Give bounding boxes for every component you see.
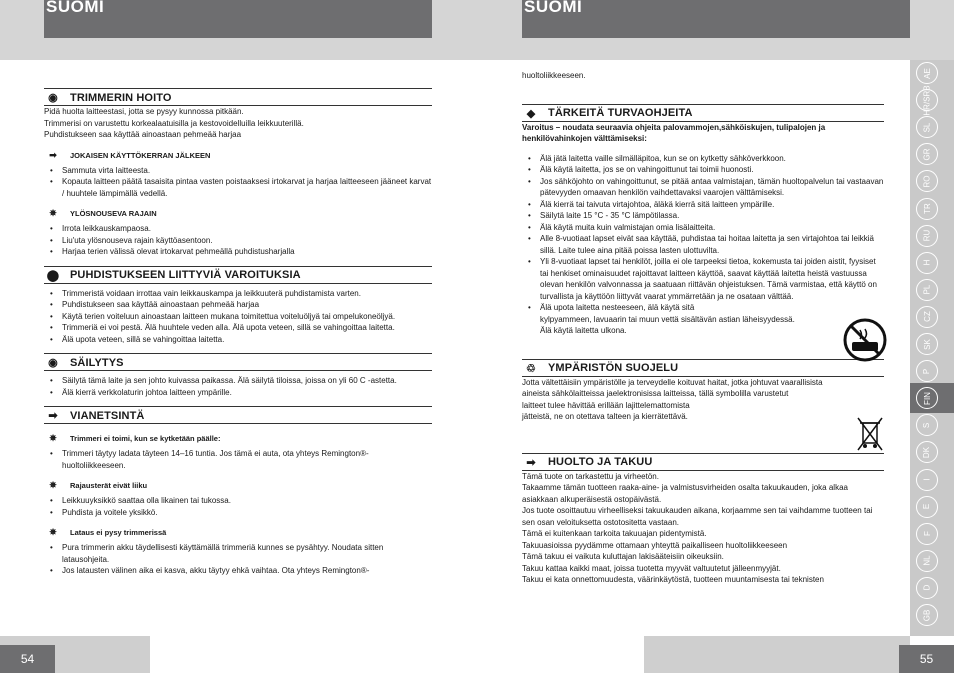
language-tab-ae[interactable] [916, 62, 938, 84]
subsection-title [44, 527, 432, 538]
list-item: • Leikkuuyksikkö saattaa olla likainen tai tukossa. [62, 495, 432, 507]
language-tab-pl[interactable] [916, 279, 938, 301]
continuation-text: huoltoliikkeeseen. [522, 71, 586, 80]
subsection-title [44, 208, 432, 219]
environment-text: laitteet tulee hävittää erillään lajittelemattomista [522, 400, 690, 410]
section-title-text: TÄRKEITÄ TURVAOHJEITA [548, 107, 693, 119]
intro-text: Trimmerisi on varustettu korkealaatuisilla ja kestovoidelluilla leikkuuterillä. [44, 118, 304, 128]
section-title-text: SÄILYTYS [70, 356, 124, 369]
language-code: AE [922, 67, 932, 79]
subsection-title [44, 150, 432, 161]
language-code: HR/SRB [922, 84, 932, 116]
left-header-title: SUOMI [46, 0, 105, 16]
subsection-title-text: Lataus ei pysy trimmerissä [70, 528, 167, 537]
arrow-right-icon: ➡ [526, 456, 536, 469]
arrow-right-icon: ➡ [48, 410, 58, 422]
subsection-title-text: JOKAISEN KÄYTTÖKERRAN JÄLKEEN [70, 150, 211, 160]
right-header [522, 0, 910, 38]
language-tab-sk[interactable] [916, 333, 938, 355]
list-item: • Säilytä laite 15 °C - 35 °C lämpötilassa. [540, 210, 884, 222]
sun-icon: ✵ [49, 527, 57, 537]
list-item: • Trimmeristä voidaan irrottaa vain leikkauskampa ja leikkuuterä puhdistamista varten. [62, 288, 432, 300]
language-code: DK [922, 446, 932, 458]
section-title [44, 353, 432, 371]
section-title [44, 266, 432, 284]
language-tab-i[interactable] [916, 469, 938, 491]
subsection-title [44, 480, 432, 491]
environment-text: jätteistä, ne on otettava talteen ja kierrätettävä. [522, 412, 688, 421]
intro-text: Puhdistukseen saa käyttää ainoastaan pehmeää harjaa [44, 130, 242, 139]
language-tab-cz[interactable] [916, 306, 938, 328]
right-page [522, 70, 884, 586]
list-item: • Irrota leikkauskampaosa. [62, 223, 432, 235]
page-number-right: 55 [899, 645, 954, 673]
section-title [44, 406, 432, 424]
warning-text: Varoitus – noudata seuraavia ohjeita palovammojen,sähköiskujen, tulipalojen ja henkilövahinkojen välttämiseksi: [522, 122, 826, 143]
eye-icon: ◉ [48, 92, 58, 104]
service-text: Takuu kattaa kaikki maat, joissa tuotetta myyvät valtuutetut jälleenmyyjät. [522, 563, 781, 573]
bullet-list [44, 165, 432, 200]
service-text: Takuuasioissa pyydämme ottamaan yhteyttä paikalliseen huoltoliikkeeseen [522, 540, 788, 550]
service-text: Takuu ei kata onnettomuudesta, väärinkäytöstä, tuotteen muuntamisesta tai teknisten [522, 575, 824, 584]
list-item: • Älä käytä muita kuin valmistajan omia lisälaitteita. [540, 222, 884, 234]
language-code: SK [922, 338, 932, 350]
list-item: • Kopauta laitteen päätä tasaisita pintaa vasten poistaaksesi irtokarvat ja harjaa laitteeseen jääneet karvat / huuhtele lämpimällä vedellä. [62, 176, 432, 199]
section-title-text: TRIMMERIN HOITO [70, 91, 172, 104]
list-item: • Harjaa terien välissä olevat irtokarvat pehmeällä puhdistusharjalla [62, 246, 432, 258]
list-item: • Pura trimmerin akku täydellisesti käyttämällä trimmeriä kunnes se pysähtyy. Noudata sitten latausohjeita. [62, 542, 432, 565]
service-text: Tämä tuote on tarkastettu ja virheetön. [522, 471, 659, 481]
language-tabs [910, 60, 954, 636]
footer-right [644, 636, 910, 673]
bullet-list [44, 375, 432, 398]
language-tab-nl[interactable] [916, 550, 938, 572]
page-number-left: 54 [0, 645, 55, 673]
list-item: • Yli 8-vuotiaat lapset tai henkilöt, joilla ei ole tarpeeksi tietoa, kokemusta tai joiden aistit, fyysiset tai henkiset ominaisuudet rajoittavat laitteen käyttöä, saavat käyttää laitetta heistä vastuussa olevan henkilön valvonnassa ja saatuaan riittävän ohjeistuksen. Tämä varmistaa, että käyttö on turvallista ja käyttöön liittyvät vaarat ymmärretään ja ne osataan välttää. [540, 256, 884, 302]
stop-icon: ⬤ [46, 269, 60, 282]
sun-icon: ✵ [49, 433, 57, 443]
language-code: GB [922, 609, 932, 621]
intro-text: Pidä huolta laitteestasi, jotta se pysyy kunnossa pitkään. [44, 107, 244, 116]
environment-text: Jotta vältettäisiin ympäristölle ja terveydelle koituvat haitat, jotka johtuvat vaarallisista [522, 377, 823, 387]
language-tab-dk[interactable] [916, 441, 938, 463]
list-item: • Älä upota laitetta nesteeseen, älä käytä sitä [540, 302, 884, 314]
list-item: • Käytä terien voiteluun ainoastaan laitteen mukana toimitettua voiteluöljyä tai ompelukoneöljyä. [62, 311, 432, 323]
language-tab-s[interactable] [916, 414, 938, 436]
list-item: • Säilytä tämä laite ja sen johto kuivassa paikassa. Älä säilytä tiloissa, joissa on yli 60 C -astetta. [62, 375, 432, 387]
language-tab-sl[interactable] [916, 116, 938, 138]
eye-icon: ◉ [48, 357, 58, 369]
section-title [44, 88, 432, 106]
language-tab-p[interactable] [916, 360, 938, 382]
subsection-title [44, 433, 432, 444]
arrow-right-icon: ➡ [49, 149, 57, 160]
list-item: • Liu'uta ylösnouseva rajain käyttöasentoon. [62, 235, 432, 247]
warning-icon: ◆ [526, 107, 536, 120]
language-tab-hr/srb[interactable] [916, 84, 938, 116]
list-item: • Jos latausten välinen aika ei kasva, akku täytyy ehkä vaihtaa. Ota yhteys Remington®- [62, 565, 432, 577]
bullet-list [44, 288, 432, 346]
language-code: PL [922, 284, 932, 295]
no-water-icon [843, 318, 887, 362]
list-item: • Älä käytä laitetta, jos se on vahingoittunut tai toimii huonosti. [540, 164, 884, 176]
list-item: • Puhdistukseen saa käyttää ainoastaan pehmeää harjaa [62, 299, 432, 311]
section-title-text: YMPÄRISTÖN SUOJELU [548, 362, 679, 374]
list-item: • Älä upota veteen, sillä se vahingoittaa laitetta. [62, 334, 432, 346]
section-title-text: PUHDISTUKSEEN LIITTYVIÄ VAROITUKSIA [70, 269, 301, 281]
section-title [522, 359, 884, 377]
language-code: P [922, 368, 932, 374]
weee-bin-icon [855, 415, 885, 453]
language-tab-f[interactable] [916, 523, 938, 545]
language-tab-d[interactable] [916, 577, 938, 599]
recycle-icon: ♲ [526, 362, 536, 375]
section-title-text: HUOLTO JA TAKUU [548, 456, 653, 468]
sun-icon: ✵ [49, 480, 57, 490]
language-code: H [922, 259, 932, 266]
service-text: Tämä takuu ei vaikuta kuluttajan lakisääteisiin oikeuksiin. [522, 552, 724, 561]
language-code: SL [922, 122, 932, 133]
language-code: NL [922, 555, 932, 566]
section-title-text: VIANETSINTÄ [70, 409, 145, 422]
language-tab-ro[interactable] [916, 170, 938, 192]
environment-text: aineista sähkölaitteissa jaelektronisissa laitteissa, tällä symbolilla varustetut [522, 389, 789, 398]
subsection-title-text: Rajausterät eivät liiku [70, 481, 148, 490]
service-text: Tämä ei kuitenkaan tarkoita takuuajan pidentymistä. [522, 529, 707, 538]
language-code: RO [922, 175, 932, 188]
bullet-list [44, 542, 432, 577]
subsection-title-text: Trimmeri ei toimi, kun se kytketään päälle: [70, 434, 221, 443]
language-code: FIN [922, 391, 932, 405]
subsection-title-text: YLÖSNOUSEVA RAJAIN [70, 209, 157, 218]
language-tab-e[interactable] [916, 496, 938, 518]
language-tab-h[interactable] [916, 252, 938, 274]
list-item: • Alle 8-vuotiaat lapset eivät saa käyttää, puhdistaa tai hoitaa laitetta ja sen virtajohtoa tai leikkiä sillä. Laite tulee aina pitää poissa lasten ulottuvilta. [540, 233, 884, 256]
list-item: • Puhdista ja voitele yksikkö. [62, 507, 432, 519]
language-code: E [922, 503, 932, 510]
language-code: TR [922, 203, 932, 214]
section-title [522, 453, 884, 471]
language-tab-tr[interactable] [916, 198, 938, 220]
language-tab-gb[interactable] [916, 604, 938, 626]
right-header-title: SUOMI [524, 0, 583, 16]
list-item: • Älä kierrä tai taivuta virtajohtoa, äläkä kierrä sitä laitteen ympärille. [540, 199, 884, 211]
language-code: CZ [922, 311, 932, 323]
list-item: • Älä kierrä verkkolaturin johtoa laitteen ympärille. [62, 387, 432, 399]
left-header [44, 0, 432, 38]
list-item: • Trimmeri täytyy ladata täyteen 14–16 tuntia. Jos tämä ei auta, ota yhteys Remington®-huoltoliikkeeseen. [62, 448, 432, 471]
language-code: S [922, 422, 932, 428]
bullet-list [44, 223, 432, 258]
safety-tail: Älä käytä laitetta ulkona. [540, 326, 627, 335]
list-item: • Trimmeriä ei voi pestä. Älä huuhtele veden alla. Älä upota veteen, sillä se vahingoittaa laitetta. [62, 322, 432, 334]
list-item: • Älä jätä laitetta vaille silmälläpitoa, kun se on kytketty sähköverkkoon. [540, 153, 884, 165]
list-item: • Sammuta virta laitteesta. [62, 165, 432, 177]
section-title [522, 104, 884, 122]
bullet-list [44, 495, 432, 518]
list-item: • Jos sähköjohto on vahingoittunut, se pitää antaa valmistajan, tämän huoltopalvelun tai vastaavan pätevyyden omaavan henkilön vaihdettavaksi vaarojen välttämiseksi. [540, 176, 884, 199]
service-text: Jos tuote osoittautuu virheelliseksi takuukauden aikana, korjaamme sen tai vaihdamme tuotteen tai sen osan veloituksetta ostotositetta vastaan. [522, 506, 873, 527]
language-code: D [922, 585, 932, 591]
language-code: RU [922, 229, 932, 242]
service-text: Takaamme tämän tuotteen raaka-aine- ja valmistusvirheiden osalta takuukauden, joka alkaa asiakkaan alkuperäisestä ostopäivästä. [522, 483, 848, 504]
bullet-list [44, 448, 432, 471]
language-tab-ru[interactable] [916, 225, 938, 247]
language-code: GR [922, 148, 932, 161]
safety-tail: kylpyammeen, lavuaarin tai muun vettä sisältävän astian läheisyydessä. [540, 314, 795, 324]
language-code: F [922, 531, 932, 537]
left-page [44, 80, 432, 577]
language-code: I [922, 478, 932, 481]
language-tab-gr[interactable] [916, 143, 938, 165]
bullet-list [522, 153, 884, 314]
sun-icon: ✵ [49, 208, 57, 218]
